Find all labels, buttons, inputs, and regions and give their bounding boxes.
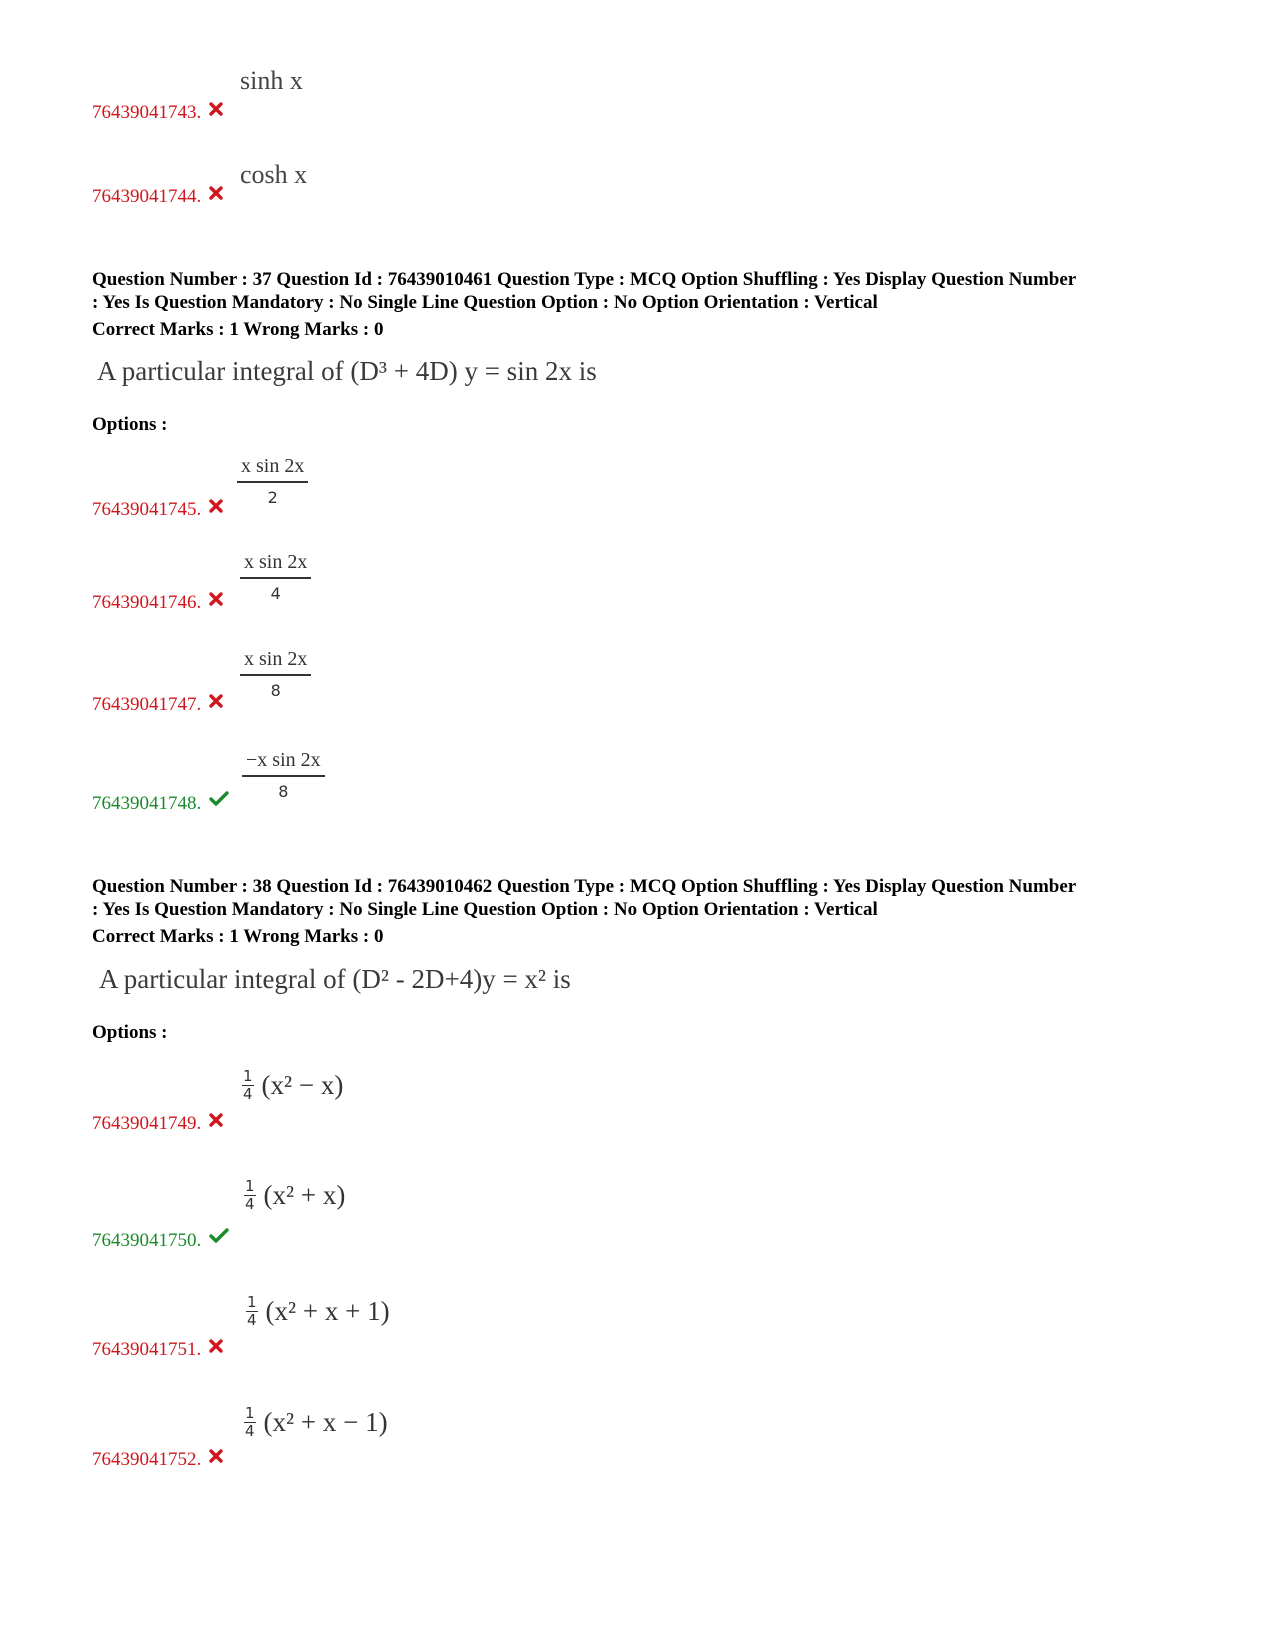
fraction-numerator: 1 — [247, 1293, 257, 1311]
question-header-line: : Yes Is Question Mandatory : No Single Line Question Option : No Option Orientation : Vertical — [92, 292, 878, 313]
option-id — [92, 184, 223, 208]
option-fraction — [242, 749, 325, 801]
fraction-denominator: 8 — [270, 681, 281, 700]
option-expression — [242, 1068, 343, 1103]
option-fraction — [237, 455, 308, 507]
option-expression — [246, 1294, 390, 1329]
option-expr: cosh x — [240, 160, 308, 189]
option-id — [92, 1228, 229, 1252]
question-header-line: Question Number : 37 Question Id : 76439010461 Question Type : MCQ Option Shuffling : Yes Display Question Number — [92, 269, 1077, 290]
cross-icon — [209, 1447, 223, 1469]
check-icon — [209, 791, 229, 813]
cross-icon — [209, 692, 223, 714]
coefficient-fraction — [246, 1294, 258, 1329]
fraction-denominator: 8 — [278, 782, 289, 801]
option-fraction — [240, 551, 311, 603]
option-id-text: 76439041743. — [92, 102, 202, 123]
check-icon — [209, 1228, 229, 1250]
fraction-denominator: 4 — [243, 1085, 253, 1103]
question-header-line: Question Number : 38 Question Id : 76439010462 Question Type : MCQ Option Shuffling : Yes Display Question Number — [92, 876, 1077, 897]
question-header — [92, 268, 1212, 314]
option-expression — [244, 1405, 388, 1440]
option-id — [92, 1447, 223, 1471]
coefficient-fraction — [242, 1068, 254, 1103]
option-id — [92, 1337, 223, 1361]
fraction-numerator: x sin 2x — [240, 551, 311, 579]
option-id — [92, 692, 223, 716]
option-expression — [244, 1178, 345, 1213]
expression-body: (x² + x) — [263, 1180, 346, 1210]
question-text: A particular integral of (D² - 2D+4)y = x² is — [99, 964, 571, 994]
option-id-text: 76439041747. — [92, 694, 202, 715]
fraction-numerator: x sin 2x — [240, 648, 311, 676]
option-id-text: 76439041749. — [92, 1113, 202, 1134]
option-id-text: 76439041745. — [92, 499, 202, 520]
option-id — [92, 791, 229, 815]
fraction-numerator: 1 — [245, 1404, 255, 1422]
fraction-numerator: x sin 2x — [237, 455, 308, 483]
option-id — [92, 1111, 223, 1135]
question-marks: Correct Marks : 1 Wrong Marks : 0 — [92, 319, 384, 340]
cross-icon — [209, 590, 223, 612]
option-id — [92, 100, 223, 124]
option-id-text: 76439041744. — [92, 186, 202, 207]
cross-icon — [209, 184, 223, 206]
option-fraction — [240, 648, 311, 700]
option-id-text: 76439041746. — [92, 592, 202, 613]
fraction-numerator: −x sin 2x — [242, 749, 325, 777]
coefficient-fraction — [244, 1405, 256, 1440]
option-id-text: 76439041748. — [92, 793, 202, 814]
option-expr: sinh x — [240, 66, 303, 95]
expression-body: (x² + x + 1) — [265, 1296, 390, 1326]
cross-icon — [209, 1337, 223, 1359]
fraction-denominator: 4 — [245, 1422, 255, 1440]
fraction-numerator: 1 — [243, 1067, 253, 1085]
option-id-text: 76439041752. — [92, 1449, 202, 1470]
question-marks: Correct Marks : 1 Wrong Marks : 0 — [92, 926, 384, 947]
coefficient-fraction — [244, 1178, 256, 1213]
question-header — [92, 875, 1212, 921]
option-id — [92, 590, 223, 614]
option-id — [92, 497, 223, 521]
fraction-denominator: 4 — [245, 1195, 255, 1213]
fraction-denominator: 2 — [267, 488, 278, 507]
expression-body: (x² − x) — [261, 1070, 344, 1100]
cross-icon — [209, 100, 223, 122]
cross-icon — [209, 1111, 223, 1133]
fraction-denominator: 4 — [270, 584, 281, 603]
question-text: A particular integral of (D³ + 4D) y = sin 2x is — [97, 356, 597, 386]
option-id-text: 76439041751. — [92, 1339, 202, 1360]
cross-icon — [209, 497, 223, 519]
expression-body: (x² + x − 1) — [263, 1407, 388, 1437]
fraction-numerator: 1 — [245, 1177, 255, 1195]
fraction-denominator: 4 — [247, 1311, 257, 1329]
option-id-text: 76439041750. — [92, 1230, 202, 1251]
options-label: Options : — [92, 1022, 168, 1043]
options-label: Options : — [92, 414, 168, 435]
question-header-line: : Yes Is Question Mandatory : No Single Line Question Option : No Option Orientation : Vertical — [92, 899, 878, 920]
